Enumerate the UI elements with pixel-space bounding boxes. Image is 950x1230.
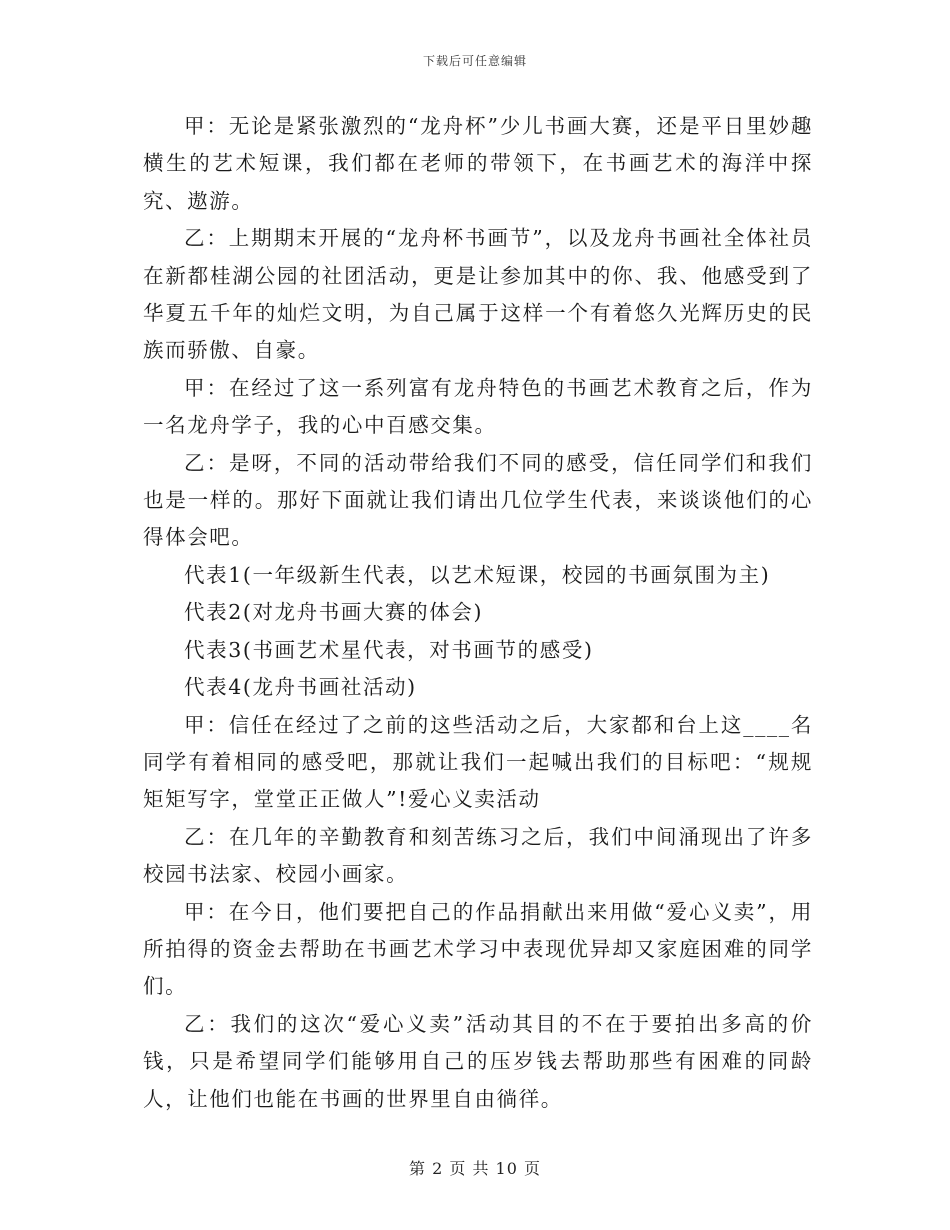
document-body	[143, 108, 813, 1118]
paragraph-yi-3: 乙：在几年的辛勤教育和刻苦练习之后，我们中间涌现出了许多校园书法家、校园小画家。	[143, 824, 813, 887]
paragraph-jia-1: 甲：无论是紧张激烈的“龙舟杯”少儿书画大赛，还是平日里妙趣横生的艺术短课，我们都在老师的带领下，在书画艺术的海洋中探究、遨游。	[143, 114, 813, 213]
page-number-footer: 第 2 页 共 10 页	[409, 1159, 541, 1178]
representative-3: 代表3(书画艺术星代表，对书画节的感受)	[184, 637, 594, 662]
paragraph-jia-4: 甲：在今日，他们要把自己的作品捐献出来用做“爱心义卖”，用所拍得的资金去帮助在书画艺术学习中表现优异却又家庭困难的同学们。	[143, 899, 813, 999]
page-header: 下载后可任意编辑	[422, 54, 527, 68]
paragraph-yi-2: 乙：是呀，不同的活动带给我们不同的感受，信任同学们和我们也是一样的。那好下面就让我们请出几位学生代表，来谈谈他们的心得体会吧。	[143, 450, 813, 550]
representative-4: 代表4(龙舟书画社活动)	[184, 675, 417, 700]
representative-1: 代表1(一年级新生代表，以艺术短课，校园的书画氛围为主)	[184, 562, 771, 587]
paragraph-jia-3: 甲：信任在经过了之前的这些活动之后，大家都和台上这____名同学有着相同的感受吧，那就让我们一起喊出我们的目标吧：“规规矩矩写字，堂堂正正做人”!爱心义卖活动	[143, 712, 813, 812]
paragraph-yi-4: 乙：我们的这次“爱心义卖”活动其目的不在于要拍出多高的价钱，只是希望同学们能够用自己的压岁钱去帮助那些有困难的同龄人，让他们也能在书画的世界里自由徜徉。	[143, 1011, 813, 1111]
paragraph-jia-2: 甲：在经过了这一系列富有龙舟特色的书画艺术教育之后，作为一名龙舟学子，我的心中百感交集。	[143, 375, 813, 438]
paragraph-yi-1: 乙：上期期末开展的“龙舟杯书画节”，以及龙舟书画社全体社员在新都桂湖公园的社团活动，更是让参加其中的你、我、他感受到了华夏五千年的灿烂文明，为自己属于这样一个有着悠久光辉历史的民族而骄傲、自豪。	[143, 226, 813, 363]
representative-2: 代表2(对龙舟书画大赛的体会)	[184, 600, 484, 625]
